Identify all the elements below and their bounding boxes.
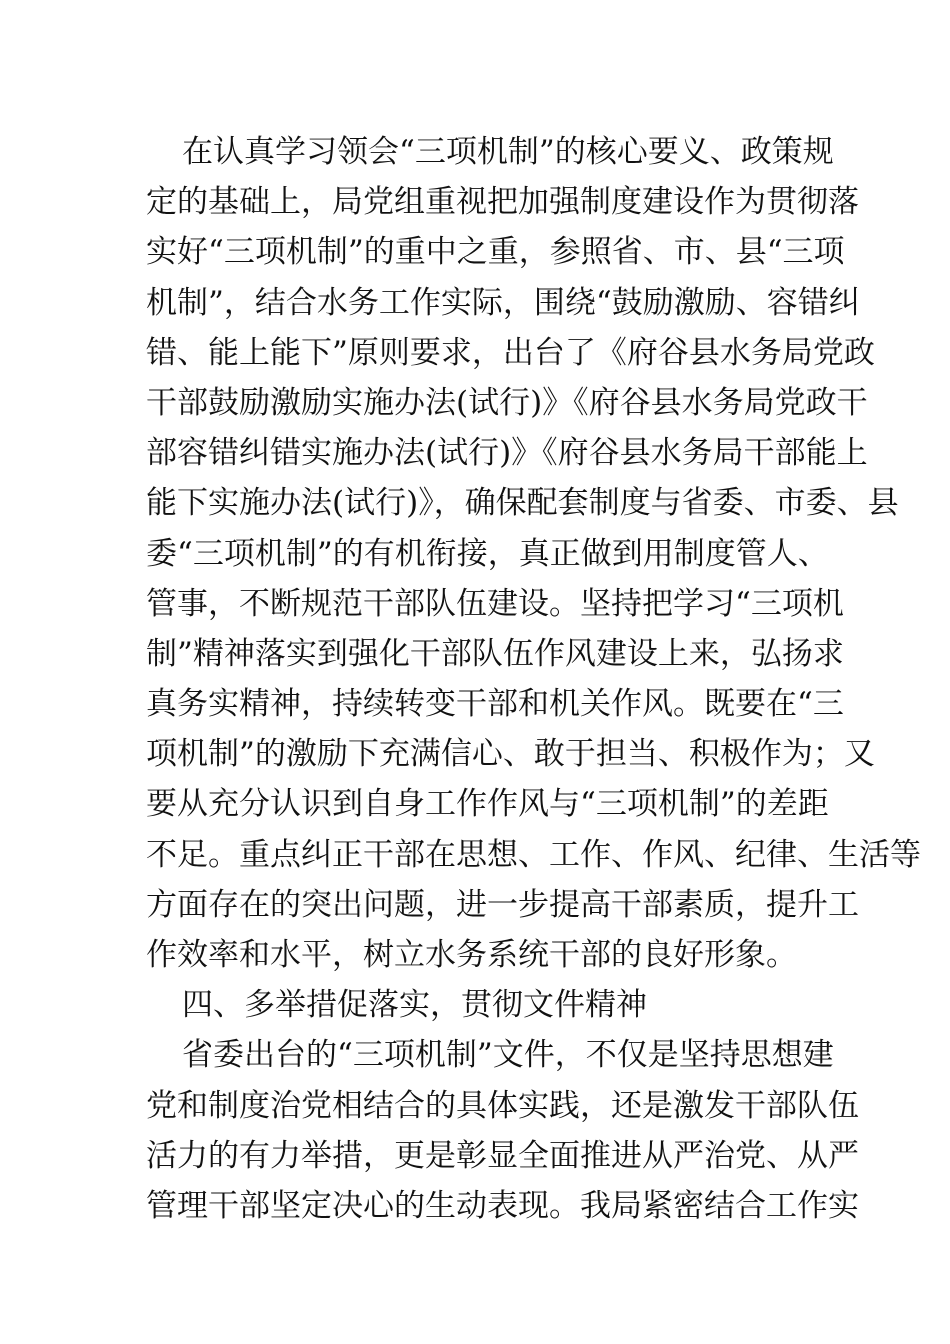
paragraph-1-line-8: 能下实施办法(试行)》，确保配套制度与省委、市委、县 [146,485,899,522]
paragraph-2-line-3: 活力的有力举措，更是彰显全面推进从严治党、从严 [146,1137,859,1174]
paragraph-1-line-5: 错、能上能下”原则要求，出台了《府谷县水务局党政 [146,334,875,371]
paragraph-1-line-2: 定的基础上，局党组重视把加强制度建设作为贯彻落 [146,184,859,221]
paragraph-1-line-1: 在认真学习领会“三项机制”的核心要义、政策规 [182,134,834,170]
paragraph-1-line-15: 不足。重点纠正干部在思想、工作、作风、纪律、生活等 [146,836,921,873]
paragraph-1-line-6: 干部鼓励激励实施办法(试行)》《府谷县水务局党政干 [146,384,868,421]
paragraph-1-line-3: 实好“三项机制”的重中之重，参照省、市、县“三项 [146,234,845,271]
paragraph-1-line-11: 制”精神落实到强化干部队伍作风建设上来，弘扬求 [146,635,844,672]
section-heading: 四、多举措促落实，贯彻文件精神 [182,987,647,1024]
paragraph-1-line-16: 方面存在的突出问题，进一步提高干部素质，提升工 [146,886,859,923]
paragraph-1-line-9: 委“三项机制”的有机衔接，真正做到用制度管人、 [146,535,829,572]
paragraph-1-line-14: 要从充分认识到自身工作作风与“三项机制”的差距 [146,786,829,823]
paragraph-1-line-7: 部容错纠错实施办法(试行)》《府谷县水务局干部能上 [146,435,868,472]
paragraph-1-line-10: 管事，不断规范干部队伍建设。坚持把学习“三项机 [146,585,844,622]
paragraph-1-line-12: 真务实精神，持续转变干部和机关作风。既要在“三 [146,686,844,723]
paragraph-1-line-13: 项机制”的激励下充满信心、敢于担当、积极作为；又 [146,736,875,773]
paragraph-2-line-4: 管理干部坚定决心的生动表现。我局紧密结合工作实 [146,1187,859,1224]
document-body [146,127,921,1231]
paragraph-1-line-4: 机制”，结合水务工作实际，围绕“鼓励激励、容错纠 [146,284,860,321]
paragraph-1-line-17: 作效率和水平，树立水务系统干部的良好形象。 [146,937,797,973]
paragraph-2-line-1: 省委出台的“三项机制”文件，不仅是坚持思想建 [182,1037,834,1074]
paragraph-2-line-2: 党和制度治党相结合的具体实践，还是激发干部队伍 [146,1087,859,1124]
